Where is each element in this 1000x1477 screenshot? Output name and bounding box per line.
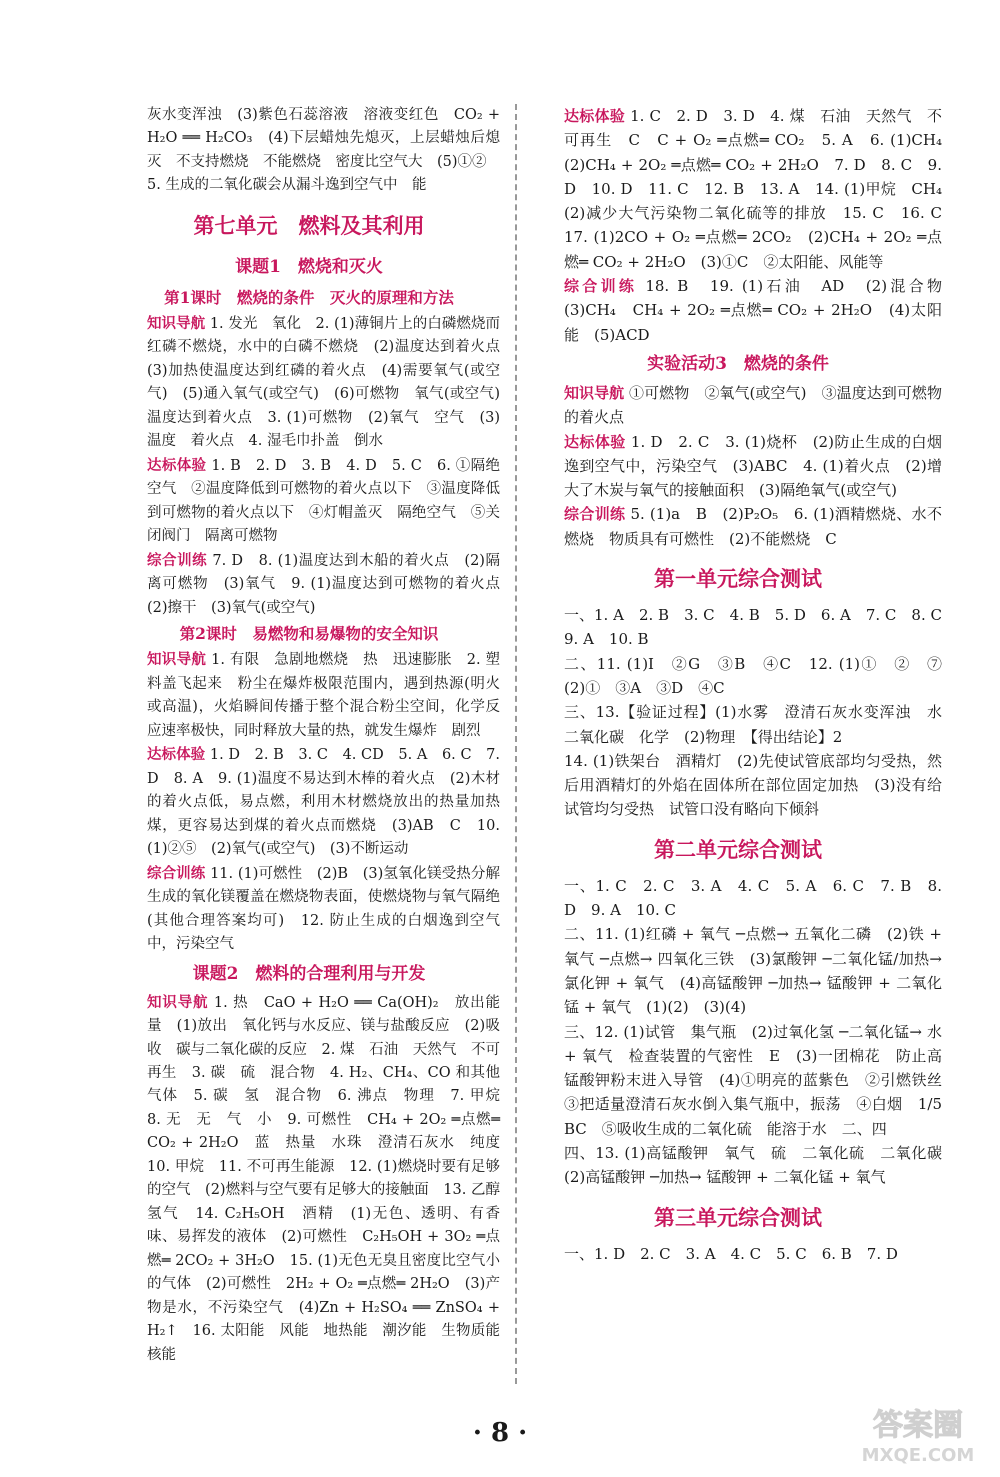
answer-text: 5. (1)a B (2)P₂O₅ 6. (1)酒精燃烧、水不燃烧 物质具有可燃性 (2)不能燃烧 C bbox=[564, 505, 942, 548]
answer-paragraph bbox=[534, 430, 942, 503]
watermark-url: MXQE.COM bbox=[861, 1445, 975, 1466]
answer-paragraph bbox=[118, 862, 500, 957]
answer-paragraph bbox=[118, 743, 500, 861]
column-divider bbox=[515, 104, 517, 1384]
answer-paragraph bbox=[118, 549, 515, 620]
answer-paragraph bbox=[118, 991, 515, 1368]
answer-paragraph bbox=[118, 454, 500, 549]
answer-paragraph: 灰水变浑浊 (3)紫色石蕊溶液 溶液变红色 CO₂ + H₂O ══ H₂CO₃ (4)下层蜡烛先熄灭，上层蜡烛后熄灭 不支持燃烧 不能燃烧 密度比空气大 (5)①② bbox=[147, 107, 500, 170]
section-label: 知识导航 bbox=[147, 651, 207, 669]
answer-paragraph: 5. 生成的二氧化碳会从漏斗逸到空气中 能 bbox=[147, 177, 427, 194]
section-label: 达标体验 bbox=[147, 746, 206, 764]
answer-paragraph bbox=[118, 648, 500, 743]
answer-text: 1. C 2. D 3. D 4. 煤 石油 天然气 不可再生 C C + O₂ ═点燃═ CO₂ 5. A 6. (1)CH₄ (2)CH₄ + 2O₂ ═点燃═ CO₂ + 2H₂O 7. D 8. C 9. D 10. D 11. C 12. B 13. A 14. (1)甲烷 CH₄ (2)减少大气污染物二氧化硫等的排放 15. C 16. C 17. (1)2CO + O₂ ═点燃═ 2CO₂ (2)CH₄ + 2O₂ ═点燃═ CO₂ + 2H₂O (3)①C ②太阳能、风能等 bbox=[564, 107, 958, 271]
answer-paragraph bbox=[534, 274, 957, 347]
answer-paragraph: 三、12. (1)试管 集气瓶 (2)过氧化氢 ─二氧化锰→ 水 + 氧气 检查装置的气密性 E (3)一团棉花 防止高锰酸钾粉末进入导管 (4)①明亮的蓝紫色 ②引燃铁丝 ③把适量澄清石灰水倒入集气瓶中，振荡 ④白烟 1/5 BC ⑤吸收生成的二氧化硫 能溶于水 二、四 bbox=[564, 1022, 958, 1138]
answer-paragraph: 一、1. D 2. C 3. A 4. C 5. C 6. B 7. D bbox=[564, 1244, 898, 1263]
answer-text: ①可燃物 ②氧气(或空气) ③温度达到可燃物的着火点 bbox=[564, 383, 942, 427]
section-heading: 第一单元综合测试 bbox=[654, 566, 822, 592]
answer-paragraph bbox=[534, 381, 942, 430]
watermark-logo bbox=[848, 1401, 988, 1467]
section-label: 综合训练 bbox=[564, 277, 638, 296]
right-column bbox=[534, 104, 958, 1266]
answer-text: 18. B 19. (1)石油 AD (2)混合物 (3)CH₄ CH₄ + 2O₂ ═点燃═ CO₂ + 2H₂O (4)太阳能 (5)ACD bbox=[564, 277, 957, 344]
watermark-text: 答案圈 bbox=[873, 1408, 963, 1443]
answer-paragraph bbox=[534, 502, 942, 551]
left-column bbox=[118, 104, 515, 1367]
answer-paragraph: 二、11. (1)红磷 + 氧气 ─点燃→ 五氧化二磷 (2)铁 + 氧气 ─点燃→ 四氧化三铁 (3)氯酸钾 ─二氧化锰/加热→ 氯化钾 + 氧气 (4)高锰酸钾 ─加热→ 锰酸钾 + 二氧化锰 + 氧气 (1)(2) (3)(4) bbox=[564, 925, 942, 1017]
answer-text: 1. B 2. D 3. B 4. D 5. C 6. ①隔绝空气 ②温度降低到可燃物的着火点以下 ③温度降低到可燃物的着火点以下 ④灯帽盖灭 隔绝空气 ⑤关闭阀门 隔离可燃物 bbox=[147, 457, 500, 545]
subsection-heading: 课题1 燃烧和灭火 bbox=[235, 256, 383, 277]
section-label: 达标体验 bbox=[564, 107, 626, 125]
answer-paragraph: 二、11. (1)I ②G ③B ④C 12. (1)① ② ⑦ (2)① ③A ③D ④C bbox=[564, 654, 958, 697]
answer-text: 1. D 2. C 3. (1)烧杯 (2)防止生成的白烟逸到空气中，污染空气 (3)ABC 4. (1)着火点 (2)增大了木炭与氧气的接触面积 (3)隔绝氧气(或空气) bbox=[564, 432, 942, 500]
answer-text: 1. 有限 急剧地燃烧 热 迅速膨胀 2. 塑料盖飞起来 粉尘在爆炸极限范围内，遇到热源(明火或高温)，火焰瞬间传播于整个混合粉尘空间，化学反应速率极快，同时释放大量的热，就发生爆炸 剧烈 bbox=[147, 652, 500, 739]
answer-paragraph: 14. (1)铁架台 酒精灯 (2)先使试管底部均匀受热，然后用酒精灯的外焰在固体所在部位固定加热 (3)没有给试管均匀受热 试管口没有略向下倾斜 bbox=[564, 751, 942, 819]
answer-text: 11. (1)可燃性 (2)B (3)氢氧化镁受热分解生成的氧化镁覆盖在燃烧物表面，使燃烧物与氧气隔绝(其他合理答案均可) 12. 防止生成的白烟逸到空气中，污染空气 bbox=[147, 865, 500, 953]
answer-text: 7. D 8. (1)温度达到木船的着火点 (2)隔离可燃物 (3)氧气 9. (1)温度达到可燃物的着火点 (2)擦干 (3)氧气(或空气) bbox=[147, 552, 515, 616]
section-label: 达标体验 bbox=[564, 432, 626, 451]
section-label: 知识导航 bbox=[147, 314, 206, 332]
page-number: · 8 · bbox=[472, 1418, 528, 1448]
section-label: 综合训练 bbox=[147, 864, 206, 882]
answer-text: 1. 发光 氧化 2. (1)薄铜片上的白磷燃烧而红磷不燃烧，水中的白磷不燃烧 (2)温度达到着火点 (3)加热使温度达到红磷的着火点 (4)需要氧气(或空气) (5)通入氧气(或空气) (6)可燃物 氧气(或空气) 温度达到着火点 3. (1)可燃物 (2)氧气 空气 (3)温度 着火点 4. 湿毛巾扑盖 倒水 bbox=[147, 315, 515, 450]
lesson-heading: 第1课时 燃烧的条件 灭火的原理和方法 bbox=[164, 287, 454, 307]
answer-paragraph bbox=[534, 104, 958, 274]
subsection-heading: 实验活动3 燃烧的条件 bbox=[647, 353, 829, 374]
section-heading: 第二单元综合测试 bbox=[654, 836, 822, 862]
answer-paragraph: 一、1. C 2. C 3. A 4. C 5. A 6. C 7. B 8. D 9. A 10. C bbox=[564, 876, 942, 920]
section-label: 综合训练 bbox=[147, 551, 208, 569]
section-label: 知识导航 bbox=[564, 383, 625, 402]
answer-text: 1. D 2. B 3. C 4. CD 5. A 6. C 7. D 8. A 9. (1)温度不易达到木棒的着火点 (2)木材的着火点低，易点燃，利用木材燃烧放出的热量加热煤，更容易达到煤的着火点而燃烧 (3)AB C 10. (1)②⑤ (2)氧气(或空气) (3)不断运动 bbox=[147, 747, 500, 858]
section-label: 综合训练 bbox=[564, 505, 626, 524]
answer-text: 1. 热 CaO + H₂O ══ Ca(OH)₂ 放出能量 (1)放出 氧化钙与水反应、镁与盐酸反应 (2)吸收 碳与二氧化碳的反应 2. 煤 石油 天然气 不可再生 3. 碳 硫 混合物 4. H₂、CH₄、CO 和其他气体 5. 碳 氢 混合物 6. 沸点 物理 7. 甲烷 8. 无 无 气 小 9. 可燃性 CH₄ + 2O₂ ═点燃═ CO₂ + 2H₂O 蓝 热量 水珠 澄清石灰水 纯度 10. 甲烷 11. 不可再生能源 12. (1)燃烧时要有足够的空气 (2)燃料与空气要有足够大的接触面 13. 乙醇 氢气 14. C₂H₅OH 酒精 (1)无色、透明、有香味、易挥发的液体 (2)可燃性 C₂H₅OH + 3O₂ ═点燃═ 2CO₂ + 3H₂O 15. (1)无色无臭且密度比空气小的气体 (2)可燃性 2H₂ + O₂ ═点燃═ 2H₂O (3)产物是水，不污染空气 (4)Zn + H₂SO₄ ══ ZnSO₄ + H₂↑ 16. 太阳能 风能 地热能 潮汐能 生物质能 核能 bbox=[147, 994, 515, 1363]
section-label: 知识导航 bbox=[147, 993, 209, 1011]
answer-paragraph: 三、13.【验证过程】(1)水雾 澄清石灰水变浑浊 水 二氧化碳 化学 (2)物理 【得出结论】2 bbox=[564, 703, 958, 746]
subsection-heading: 课题2 燃料的合理利用与开发 bbox=[192, 963, 426, 984]
answer-paragraph: 四、13. (1)高锰酸钾 氧气 硫 二氧化硫 二氧化碳 (2)高锰酸钾 ─加热→ 锰酸钾 + 二氧化锰 + 氧气 bbox=[564, 1143, 958, 1187]
answer-paragraph bbox=[118, 312, 515, 454]
section-heading: 第三单元综合测试 bbox=[654, 1204, 822, 1230]
section-label: 达标体验 bbox=[147, 456, 207, 474]
answer-paragraph: 一、1. A 2. B 3. C 4. B 5. D 6. A 7. C 8. C 9. A 10. B bbox=[564, 606, 958, 649]
section-heading: 第七单元 燃料及其利用 bbox=[193, 212, 425, 238]
lesson-heading: 第2课时 易燃物和易爆物的安全知识 bbox=[179, 624, 439, 644]
